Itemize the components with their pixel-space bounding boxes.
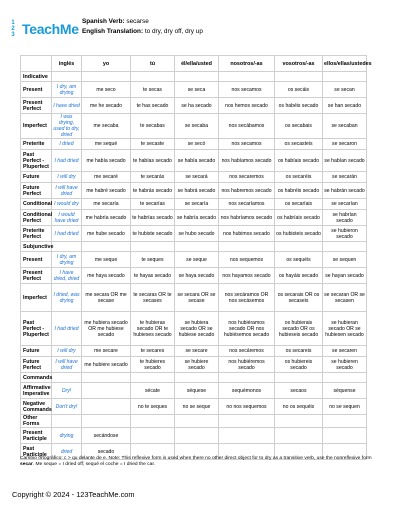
english-translation: dried [52, 444, 82, 460]
conjugation-cell: no se sequen [323, 399, 367, 415]
english-translation: I dry, am drying [52, 252, 82, 268]
conjugation-cell: se secara OR se secase [175, 284, 219, 312]
teachme-logo[interactable] [6, 14, 79, 44]
conjugation-cell: no os sequéis [275, 399, 323, 415]
empty-cell [275, 373, 323, 383]
table-row [21, 399, 367, 415]
tense-label: Past Participle [21, 444, 52, 460]
conjugation-cell: te has secado [131, 98, 175, 114]
english-translation: I will dry [52, 346, 82, 357]
english-translation: I had dried [52, 312, 82, 346]
empty-cell [323, 373, 367, 383]
conjugation-cell: nos secamos [219, 139, 275, 150]
tense-label: Present [21, 82, 52, 98]
conjugation-cell: se habría secado [175, 210, 219, 226]
conjugation-cell: se secarán [323, 172, 367, 183]
conjugation-cell: me hubiera secado OR me hubiese secado [82, 312, 131, 346]
section-title: Other Forms [21, 415, 52, 428]
empty-cell [175, 415, 219, 428]
conjugation-cell: os secasteis [275, 139, 323, 150]
conjugation-cell: me secara OR me secase [82, 284, 131, 312]
conjugation-cell: te hubiste secado [131, 226, 175, 242]
empty-cell [131, 373, 175, 383]
verb-title-block [82, 17, 203, 37]
english-translation: I had dried [52, 226, 82, 242]
conjugation-cell [275, 428, 323, 444]
conjugation-cell: nos hemos secado [219, 98, 275, 114]
table-row [21, 150, 367, 172]
conjugation-cell: se hubiera secado OR se hubiese secado [175, 312, 219, 346]
conjugation-cell: me sequé [82, 139, 131, 150]
english-translation: I will have dried [52, 357, 82, 373]
empty-cell [323, 72, 367, 82]
footnote-line-1: Cambio ortográfico: c > qu delante de e. Note: This reflexive form is used when there no other direct object for to dry as a transitive verb, use the nonreflexive form [20, 456, 372, 461]
conjugation-cell: me habré secado [82, 183, 131, 199]
conjugation-cell: se había secado [175, 150, 219, 172]
table-row [21, 346, 367, 357]
conjugation-cell: secaos [275, 383, 323, 399]
tense-label: Future [21, 346, 52, 357]
english-translation: I have dried [52, 98, 82, 114]
english-translation: I have dried, dried [52, 268, 82, 284]
empty-cell [219, 72, 275, 82]
conjugation-body [21, 72, 367, 460]
conjugation-cell: se hubo secado [175, 226, 219, 242]
conjugation-cell: sécate [131, 383, 175, 399]
conjugation-cell: se secaban [323, 114, 367, 139]
conjugation-cell: se haya secado [175, 268, 219, 284]
conjugation-cell: me habría secado [82, 210, 131, 226]
empty-cell [219, 373, 275, 383]
conjugation-cell: nos hayamos secado [219, 268, 275, 284]
logo-text: TeachMe [22, 21, 79, 37]
conjugation-cell: secándose [82, 428, 131, 444]
tense-label: Future Perfect [21, 357, 52, 373]
conjugation-cell: te secaste [131, 139, 175, 150]
empty-cell [323, 242, 367, 252]
empty-cell [323, 415, 367, 428]
tense-label: Present [21, 252, 52, 268]
column-header-1: inglés [52, 56, 82, 72]
conjugation-cell: os secabais [275, 114, 323, 139]
conjugation-cell [82, 383, 131, 399]
conjugation-cell: se secaren [323, 346, 367, 357]
empty-cell [219, 242, 275, 252]
tense-label: Negative Commands [21, 399, 52, 415]
copyright-notice: Copyright © 2024 - 123TeachMe.com [12, 490, 135, 499]
empty-cell [131, 242, 175, 252]
empty-cell [219, 415, 275, 428]
conjugation-cell: os habríais secado [275, 210, 323, 226]
conjugation-cell: nos hubiéremos secado [219, 357, 275, 373]
empty-cell [52, 72, 82, 82]
tense-label: Present Perfect [21, 268, 52, 284]
english-translation: Dry! [52, 383, 82, 399]
table-row [21, 312, 367, 346]
conjugation-cell: secado [82, 444, 131, 460]
conjugation-cell: te habrías secado [131, 210, 175, 226]
conjugation-cell: os secareis [275, 346, 323, 357]
empty-cell [82, 242, 131, 252]
empty-cell [82, 72, 131, 82]
english-translation: I dried [52, 139, 82, 150]
table-row [21, 268, 367, 284]
conjugation-cell: se habrán secado [323, 183, 367, 199]
translation-line [82, 27, 203, 37]
empty-cell [52, 373, 82, 383]
section-row [21, 242, 367, 252]
table-header-row [21, 56, 367, 72]
conjugation-cell [82, 399, 131, 415]
conjugation-cell: se secare [175, 346, 219, 357]
conjugation-cell: te secarías [131, 199, 175, 210]
conjugation-cell: os habéis secado [275, 98, 323, 114]
conjugation-table [20, 55, 372, 460]
empty-cell [52, 242, 82, 252]
conjugation-cell: nos hubimos secado [219, 226, 275, 242]
conjugation-cell: se secará [175, 172, 219, 183]
conjugation-cell: séquese [175, 383, 219, 399]
conjugation-cell: te secares [131, 346, 175, 357]
tense-label: Imperfect [21, 114, 52, 139]
table-row [21, 428, 367, 444]
english-translation: drying [52, 428, 82, 444]
conjugation-cell: nos habíamos secado [219, 150, 275, 172]
table-row [21, 114, 367, 139]
conjugation-cell: se secarían [323, 199, 367, 210]
conjugation-cell: os secarais OR os secaseis [275, 284, 323, 312]
conjugation-cell: nos secáremos [219, 346, 275, 357]
conjugation-cell: nos habremos secado [219, 183, 275, 199]
empty-cell [82, 373, 131, 383]
conjugation-cell: os hayáis secado [275, 268, 323, 284]
conjugation-cell [131, 428, 175, 444]
english-translation: I would have dried [52, 210, 82, 226]
tense-label: Conditional [21, 199, 52, 210]
verb-line [82, 17, 203, 27]
conjugation-cell: te hubieras secado OR te hubieses secado [131, 312, 175, 346]
conjugation-cell: se hayan secado [323, 268, 367, 284]
conjugation-cell: se ha secado [175, 98, 219, 114]
english-translation: I will dry [52, 172, 82, 183]
footnote-secar: secar [20, 462, 33, 468]
conjugation-cell: te hubieres secado [131, 357, 175, 373]
english-translation: I was drying, used to dry, dried [53, 114, 80, 138]
conjugation-cell: séquense [323, 383, 367, 399]
conjugation-cell: te seques [131, 252, 175, 268]
table-row [21, 199, 367, 210]
tense-label: Preterite Perfect [21, 226, 52, 242]
english-translation: I had dried [52, 150, 82, 172]
conjugation-cell: nos secaremos [219, 172, 275, 183]
tense-label: Past Perfect - Pluperfect [21, 312, 52, 346]
tense-label: Conditional Perfect [21, 210, 52, 226]
conjugation-cell: no nos sequemos [219, 399, 275, 415]
english-translation: I would dry [52, 199, 82, 210]
conjugation-cell: me secaba [82, 114, 131, 139]
table-row [21, 183, 367, 199]
conjugation-cell: os habíais secado [275, 150, 323, 172]
conjugation-cell: me seque [82, 252, 131, 268]
translation-label: English Translation: [82, 28, 144, 35]
conjugation-cell: os hubisteis secado [275, 226, 323, 242]
table-row [21, 210, 367, 226]
english-translation: Don't dry! [52, 399, 82, 415]
conjugation-cell: te habías secado [131, 150, 175, 172]
conjugation-cell: te secarás [131, 172, 175, 183]
section-title: Commands [21, 373, 52, 383]
conjugation-cell: os secaríais [275, 199, 323, 210]
conjugation-cell: te secabas [131, 114, 175, 139]
table-row [21, 284, 367, 312]
empty-cell [175, 72, 219, 82]
column-header-0 [21, 56, 52, 72]
conjugation-cell: os secaréis [275, 172, 323, 183]
tense-label: Future Perfect [21, 183, 52, 199]
empty-cell [275, 72, 323, 82]
conjugation-cell: me secare [82, 346, 131, 357]
footnote-line-2: . Me seque = I dried off; sequé el coche = I dried the car. [32, 462, 156, 468]
conjugation-cell [175, 428, 219, 444]
conjugation-cell: se hubieren secado [323, 357, 367, 373]
conjugation-cell: os sequéis [275, 252, 323, 268]
conjugation-cell: os hubiereis secado [275, 357, 323, 373]
conjugation-cell: me secaría [82, 199, 131, 210]
verb-label: Spanish Verb: [82, 18, 125, 25]
conjugation-cell: nos secáramos OR nos secásemos [219, 284, 275, 312]
empty-cell [131, 415, 175, 428]
empty-cell [275, 415, 323, 428]
translation-value: to dry, dry off, dry up [144, 28, 203, 35]
conjugation-cell: te habrás secado [131, 183, 175, 199]
conjugation-cell: se seca [175, 82, 219, 98]
table-row [21, 172, 367, 183]
conjugation-cell: te secaras OR te secases [131, 284, 175, 312]
column-header-2: yo [82, 56, 131, 72]
tense-label: Present Participle [21, 428, 52, 444]
english-translation: I dry, am drying [52, 82, 82, 98]
tense-label: Affirmative Imperative [21, 383, 52, 399]
conjugation-cell: se secaron [323, 139, 367, 150]
conjugation-cell: me he secado [82, 98, 131, 114]
table-row [21, 82, 367, 98]
table-row [21, 226, 367, 242]
column-header-3: tú [131, 56, 175, 72]
verb-value: secarse [126, 18, 149, 25]
conjugation-cell: se habrían secado [323, 210, 367, 226]
section-row [21, 72, 367, 82]
conjugation-cell: no te seques [131, 399, 175, 415]
table-row [21, 139, 367, 150]
logo-digit-3: 3 [11, 32, 15, 38]
conjugation-cell: nos hubiéramos secado OR nos hubiésemos secado [219, 312, 275, 346]
conjugation-cell: nos secábamos [219, 114, 275, 139]
conjugation-cell: no se seque [175, 399, 219, 415]
conjugation-cell: nos sequemos [219, 252, 275, 268]
column-header-4: él/ella/usted [175, 56, 219, 72]
conjugation-cell: nos habríamos secado [219, 210, 275, 226]
conjugation-cell: nos secamos [219, 82, 275, 98]
column-header-6: vosotros/-as [275, 56, 323, 72]
logo-digit-2: 2 [11, 26, 15, 32]
conjugation-cell: me hube secado [82, 226, 131, 242]
table-row [21, 383, 367, 399]
table-row [21, 98, 367, 114]
conjugation-cell: se secaba [175, 114, 219, 139]
conjugation-cell: te secas [131, 82, 175, 98]
conjugation-cell: me hubiere secado [82, 357, 131, 373]
page-header [6, 14, 396, 44]
conjugation-cell: se secan [323, 82, 367, 98]
table-row [21, 357, 367, 373]
column-header-7: ellos/ellas/ustedes [323, 56, 367, 72]
conjugation-cell: se secaran OR se secasen [323, 284, 367, 312]
conjugation-cell: me haya secado [82, 268, 131, 284]
conjugation-cell: se habían secado [323, 150, 367, 172]
conjugation-cell [219, 428, 275, 444]
empty-cell [82, 415, 131, 428]
conjugation-cell: os hubierais secado OR os hubieseis secado [275, 312, 323, 346]
section-row [21, 373, 367, 383]
conjugation-cell: sequémonos [219, 383, 275, 399]
table-row [21, 252, 367, 268]
conjugation-cell: os habréis secado [275, 183, 323, 199]
empty-cell [52, 415, 82, 428]
logo-digits [6, 20, 20, 38]
conjugation-cell: se hubieron secado [323, 226, 367, 242]
conjugation-cell: nos secaríamos [219, 199, 275, 210]
conjugation-cell: se seque [175, 252, 219, 268]
footnote [20, 456, 380, 468]
conjugation-cell: me había secado [82, 150, 131, 172]
english-translation: I dried, was drying [52, 284, 82, 312]
section-title: Subjunctive [21, 242, 52, 252]
empty-cell [131, 72, 175, 82]
conjugation-cell: te hayas secado [131, 268, 175, 284]
conjugation-cell: se hubieran secado OR se hubiesen secado [323, 312, 367, 346]
conjugation-cell: se secó [175, 139, 219, 150]
column-header-5: nosotros/-as [219, 56, 275, 72]
tense-label: Future [21, 172, 52, 183]
empty-cell [175, 373, 219, 383]
conjugation-cell: se habrá secado [175, 183, 219, 199]
tense-label: Past Perfect - Pluperfect [21, 150, 52, 172]
tense-label: Preterite [21, 139, 52, 150]
logo-digit-1: 1 [11, 20, 15, 26]
conjugation-cell: me secaré [82, 172, 131, 183]
conjugation-cell: se sequen [323, 252, 367, 268]
conjugation-cell: se han secado [323, 98, 367, 114]
tense-label: Present Perfect [21, 98, 52, 114]
conjugation-cell: se secaría [175, 199, 219, 210]
section-row [21, 415, 367, 428]
english-translation: I will have dried [52, 183, 82, 199]
conjugation-cell: me seco [82, 82, 131, 98]
conjugation-cell [323, 428, 367, 444]
section-title: Indicative [21, 72, 52, 82]
conjugation-cell: se hubiere secado [175, 357, 219, 373]
empty-cell [275, 242, 323, 252]
tense-label: Imperfect [21, 284, 52, 312]
empty-cell [175, 242, 219, 252]
conjugation-cell: os secáis [275, 82, 323, 98]
